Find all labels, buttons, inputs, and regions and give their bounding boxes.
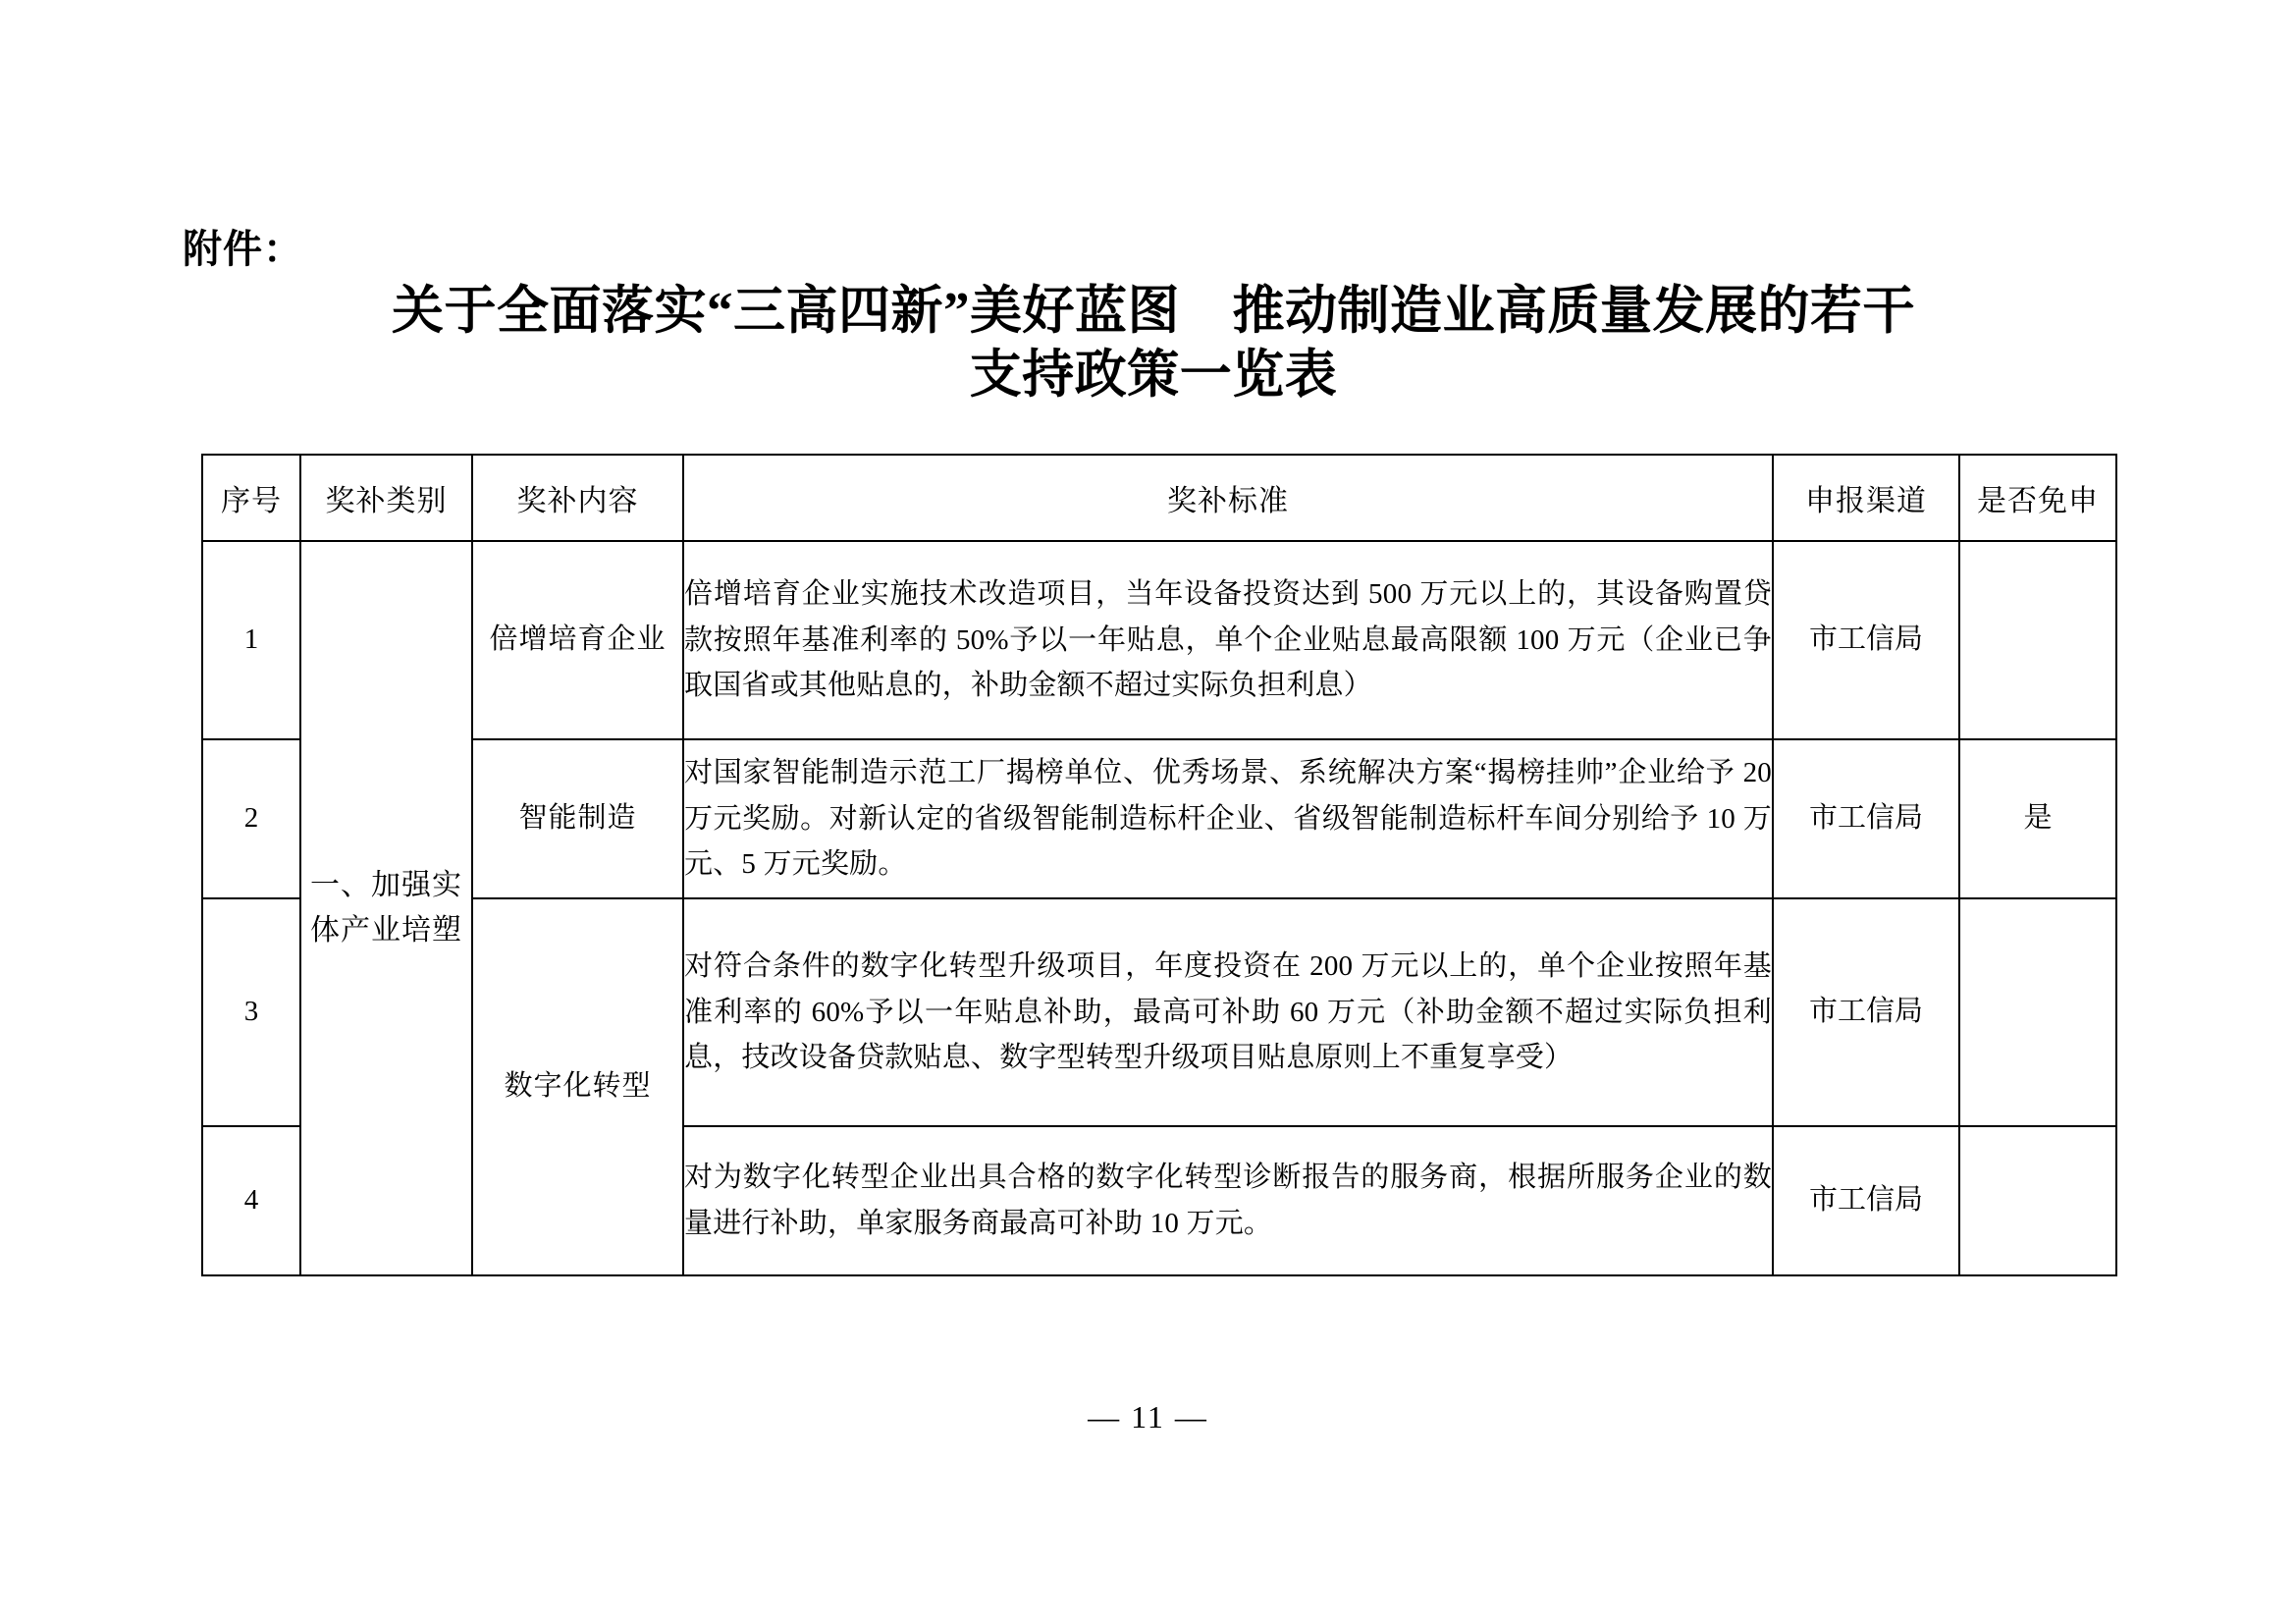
column-header-channel: 申报渠道 bbox=[1773, 455, 1959, 541]
cell-channel: 市工信局 bbox=[1773, 739, 1959, 898]
table-row bbox=[202, 541, 2116, 739]
page-title-line-2: 支持政策一览表 bbox=[969, 346, 1338, 404]
column-header-item: 奖补内容 bbox=[472, 455, 683, 541]
table-row bbox=[202, 898, 2116, 1126]
cell-no: 3 bbox=[202, 898, 300, 1126]
page-number: — 11 — bbox=[1088, 1399, 1208, 1435]
cell-channel: 市工信局 bbox=[1773, 541, 1959, 739]
table-header-row bbox=[202, 455, 2116, 541]
cell-standard: 倍增培育企业实施技术改造项目，当年设备投资达到 500 万元以上的，其设备购置贷款按照年基准利率的 50%予以一年贴息，单个企业贴息最高限额 100 万元（企业已争取国省或其他贴息的，补助金额不超过实际负担利息） bbox=[683, 541, 1773, 739]
cell-no: 4 bbox=[202, 1126, 300, 1275]
cell-exempt bbox=[1959, 898, 2116, 1126]
cell-exempt: 是 bbox=[1959, 739, 2116, 898]
column-header-no: 序号 bbox=[202, 455, 300, 541]
column-header-exempt: 是否免申 bbox=[1959, 455, 2116, 541]
cell-item: 数字化转型 bbox=[472, 898, 683, 1275]
cell-channel: 市工信局 bbox=[1773, 898, 1959, 1126]
table-row bbox=[202, 739, 2116, 898]
page-title bbox=[196, 280, 2110, 406]
page-title-line-1: 关于全面落实“三高四新”美好蓝图 推动制造业高质量发展的若干 bbox=[392, 283, 1915, 340]
cell-standard: 对符合条件的数字化转型升级项目，年度投资在 200 万元以上的，单个企业按照年基准利率的 60%予以一年贴息补助，最高可补助 60 万元（补助金额不超过实际负担利息，技改设备贷款贴息、数字型转型升级项目贴息原则上不重复享受） bbox=[683, 898, 1773, 1126]
cell-standard: 对国家智能制造示范工厂揭榜单位、优秀场景、系统解决方案“揭榜挂帅”企业给予 20 万元奖励。对新认定的省级智能制造标杆企业、省级智能制造标杆车间分别给予 10 万元、5 万元奖励。 bbox=[683, 739, 1773, 898]
column-header-standard: 奖补标准 bbox=[683, 455, 1773, 541]
cell-standard: 对为数字化转型企业出具合格的数字化转型诊断报告的服务商，根据所服务企业的数量进行补助，单家服务商最高可补助 10 万元。 bbox=[683, 1126, 1773, 1275]
cell-item: 倍增培育企业 bbox=[472, 541, 683, 739]
column-header-category: 奖补类别 bbox=[300, 455, 472, 541]
cell-exempt bbox=[1959, 1126, 2116, 1275]
policy-table bbox=[201, 454, 2117, 1276]
cell-item: 智能制造 bbox=[472, 739, 683, 898]
cell-channel: 市工信局 bbox=[1773, 1126, 1959, 1275]
cell-no: 2 bbox=[202, 739, 300, 898]
cell-exempt bbox=[1959, 541, 2116, 739]
cell-no: 1 bbox=[202, 541, 300, 739]
attachment-label: 附件： bbox=[183, 227, 303, 271]
cell-category-group: 一、加强实体产业培塑 bbox=[300, 541, 472, 1275]
